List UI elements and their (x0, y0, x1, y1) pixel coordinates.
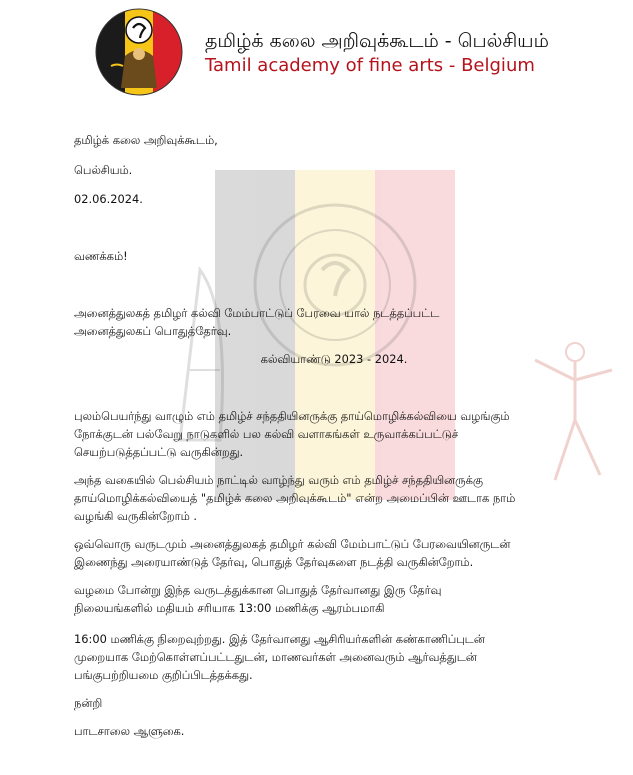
academy-logo (95, 8, 183, 96)
paragraph-4-line-1: வழமை போன்று இந்த வருடத்துக்கான பொதுத் தேர்வானது இரு தேர்வு (74, 583, 442, 597)
paragraph-3-line-2: இணைந்து அரையாண்டுத் தேர்வு, பொதுத் தேர்வுகளை நடத்தி வருகின்றோம். (74, 555, 474, 569)
paragraph-2-line-2: தாய்மொழிக்கல்வியைத் "தமிழ்க் கலை அறிவுக்கூடம்" என்ற அமைப்பின் ஊடாக நாம் (74, 491, 516, 505)
greeting: வணக்கம்! (74, 249, 128, 263)
paragraph-5-line-2: முறையாக மேற்கொள்ளப்பட்டதுடன், மாணவர்கள் அனைவரும் ஆர்வத்துடன் (74, 650, 477, 664)
academic-year: கல்வியாண்டு 2023 - 2024. (260, 352, 408, 366)
paragraph-3-line-1: ஒவ்வொரு வருடமும் அனைத்துலகத் தமிழர் கல்வி மேம்பாட்டுப் பேரவையினருடன் (74, 537, 511, 551)
thanks-text: நன்றி (74, 696, 103, 710)
academy-title-tamil: தமிழ்க் கலை அறிவுக்கூடம் - பெல்சியம் (205, 30, 549, 52)
subject-line-1: அனைத்துலகத் தமிழர் கல்வி மேம்பாட்டுப் பேரவை யால் நடத்தப்பட்ட (74, 306, 440, 320)
paragraph-5-line-1: 16:00 மணிக்கு நிறைவுற்றது. இத் தேர்வானது ஆசிரியர்களின் கண்காணிப்புடன் (74, 632, 485, 646)
letter-date: 02.06.2024. (74, 192, 143, 206)
signoff-text: பாடசாலை ஆளுகை. (74, 724, 185, 738)
sender-line-1: தமிழ்க் கலை அறிவுக்கூடம், (74, 133, 218, 147)
paragraph-1-line-3: செயற்படுத்தப்பட்டு வருகின்றது. (74, 445, 244, 459)
sender-line-2: பெல்சியம். (74, 163, 133, 177)
watermark-seal-icon (250, 200, 420, 370)
paragraph-1-line-1: புலம்பெயர்ந்து வாழும் எம் தமிழ்ச் சந்ததியினருக்கு தாய்மொழிக்கல்வியை வழங்கும் (74, 409, 510, 423)
paragraph-5-line-3: பங்குபற்றியமை குறிப்பிடத்தக்கது. (74, 668, 253, 682)
paragraph-2-line-1: அந்த வகையில் பெல்சியம் நாட்டில் வாழ்ந்து வரும் எம் தமிழ்ச் சந்ததியினருக்கு (74, 473, 483, 487)
paragraph-1-line-2: நோக்குடன் பல்வேறு நாடுகளில் பல கல்வி வளாகங்கள் உருவாக்கப்பட்டுச் (74, 427, 459, 441)
paragraph-2-line-3: வழங்கி வருகின்றோம் . (74, 509, 198, 523)
paragraph-4-line-2: நிலையங்களில் மதியம் சரியாக 13:00 மணிக்கு ஆரம்பமாகி (74, 601, 385, 615)
subject-line-2: அனைத்துலகப் பொதுத்தேர்வு. (74, 324, 232, 338)
academy-title-english: Tamil academy of fine arts - Belgium (205, 55, 535, 76)
